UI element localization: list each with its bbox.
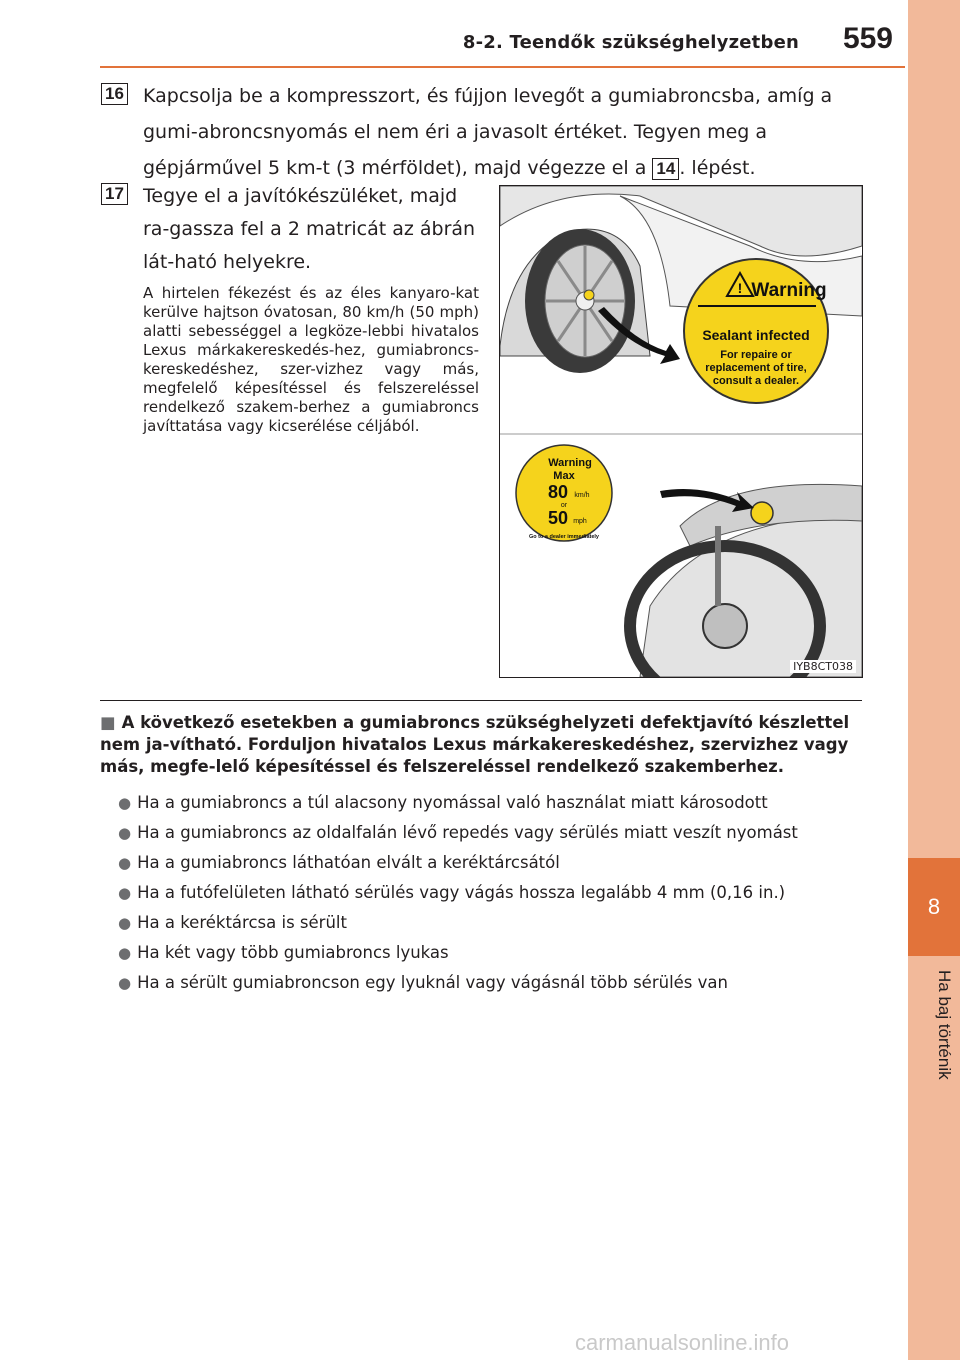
warning-sticker-line1: Sealant infected xyxy=(702,327,810,343)
bullet-dot-icon: ● xyxy=(118,914,132,932)
condition-list xyxy=(118,788,878,998)
step-17-note: A hirtelen fékezést és az éles kanyaro-kat kerülve hajtson óvatosan, 80 km/h (50 mph) alatti sebességgel a legköze-lebbi hivatalos Lexus márkakereskedés-hez, gumiabroncs-kereskedéshez, szer-vizhez vagy más, megfelelő képesítéssel és felszereléssel rendelkező szakem-berhez a gumiabroncs javíttatása vagy kicserélése céljából. xyxy=(143,284,479,435)
wheel-panel xyxy=(500,186,862,403)
step-14-reference: 14 xyxy=(652,158,679,180)
list-item xyxy=(118,848,878,878)
step-17-text: Tegye el a javítókészüléket, majd ra-gassza fel a 2 matricát az ábrán lát-ható helyekre. xyxy=(143,185,476,273)
note-heading-text: A következő esetekben a gumiabroncs szükséghelyzeti defektjavító készlettel nem ja-vítható. Forduljon hivatalos Lexus márkakereskedéshez, szervizhez vagy más, megfe-lelő képesítéssel és felszereléssel rendelkező szakemberhez. xyxy=(100,713,850,776)
figure-code: IYB8CT038 xyxy=(790,660,856,673)
speed-sticker-kmh-value: 80 xyxy=(547,482,569,502)
warning-sticker-line2: For repaire or xyxy=(720,349,792,361)
list-item xyxy=(118,908,878,938)
bullet-dot-icon: ● xyxy=(118,974,132,992)
list-item xyxy=(118,818,878,848)
page-header xyxy=(100,20,905,68)
bullet-dot-icon: ● xyxy=(118,824,132,842)
chapter-number: 8 xyxy=(908,858,960,956)
warning-sticker-title: Warning xyxy=(751,280,827,301)
list-item xyxy=(118,788,878,818)
list-item xyxy=(118,968,878,998)
list-item-text: Ha a gumiabroncs láthatóan elvált a keréktárcsától xyxy=(137,853,560,872)
chapter-side-tab xyxy=(908,0,960,1360)
chapter-label: Ha baj történik xyxy=(935,970,954,1080)
speed-sticker-max: Max xyxy=(553,470,575,482)
square-bullet-icon: ■ xyxy=(100,713,116,732)
list-item-text: Ha két vagy több gumiabroncs lyukas xyxy=(137,943,449,962)
step-16-text xyxy=(143,78,858,186)
speed-sticker-title: Warning xyxy=(548,457,592,469)
dashboard-panel xyxy=(516,445,862,677)
bullet-dot-icon: ● xyxy=(118,794,132,812)
illustration-svg xyxy=(500,186,862,677)
list-item-text: Ha a keréktárcsa is sérült xyxy=(137,913,347,932)
list-item-text: Ha a gumiabroncs az oldalfalán lévő repedés vagy sérülés miatt veszít nyomást xyxy=(137,823,798,842)
warning-sticker-line3: replacement of tire, xyxy=(705,362,807,374)
step-17-badge: 17 xyxy=(101,183,128,205)
section-divider xyxy=(100,700,862,701)
speed-sticker-mph-value: 50 xyxy=(547,508,569,528)
bullet-dot-icon: ● xyxy=(118,854,132,872)
speed-sticker-mph-unit: mph xyxy=(573,518,587,525)
warning-sticker-line4: consult a dealer. xyxy=(712,375,800,387)
watermark: carmanualsonline.info xyxy=(575,1330,790,1355)
list-item-text: Ha a futófelületen látható sérülés vagy vágás hossza legalább 4 mm (0,16 in.) xyxy=(137,883,786,902)
page-number: 559 xyxy=(842,22,893,55)
svg-text:!: ! xyxy=(737,280,743,296)
note-heading xyxy=(100,712,862,778)
step-16-badge: 16 xyxy=(101,83,128,105)
sticker-illustration xyxy=(499,185,863,678)
valve-sticker-dot xyxy=(584,290,594,300)
speed-sticker-or: or xyxy=(560,502,568,509)
speed-sticker-kmh-unit: km/h xyxy=(574,492,590,499)
section-title: 8-2. Teendők szükséghelyzetben xyxy=(462,32,799,53)
list-item xyxy=(118,938,878,968)
list-item-text: Ha a sérült gumiabroncson egy lyuknál vagy vágásnál több sérülés van xyxy=(137,973,728,992)
speed-sticker-footer: Go to a dealer immediately xyxy=(529,534,599,540)
list-item xyxy=(118,878,878,908)
dash-sticker-dot xyxy=(751,502,773,524)
step-16-text-after: . lépést. xyxy=(679,157,756,179)
step-16-text-before: Kapcsolja be a kompresszort, és fújjon levegőt a gumiabroncsba, amíg a gumi-abroncsnyomás el nem éri a javasolt értéket. Tegyen meg a gépjárművel 5 km-t (3 mérföldet), majd végezze el a xyxy=(143,85,833,179)
list-item-text: Ha a gumiabroncs a túl alacsony nyomással való használat miatt károsodott xyxy=(137,793,768,812)
bullet-dot-icon: ● xyxy=(118,944,132,962)
bullet-dot-icon: ● xyxy=(118,884,132,902)
